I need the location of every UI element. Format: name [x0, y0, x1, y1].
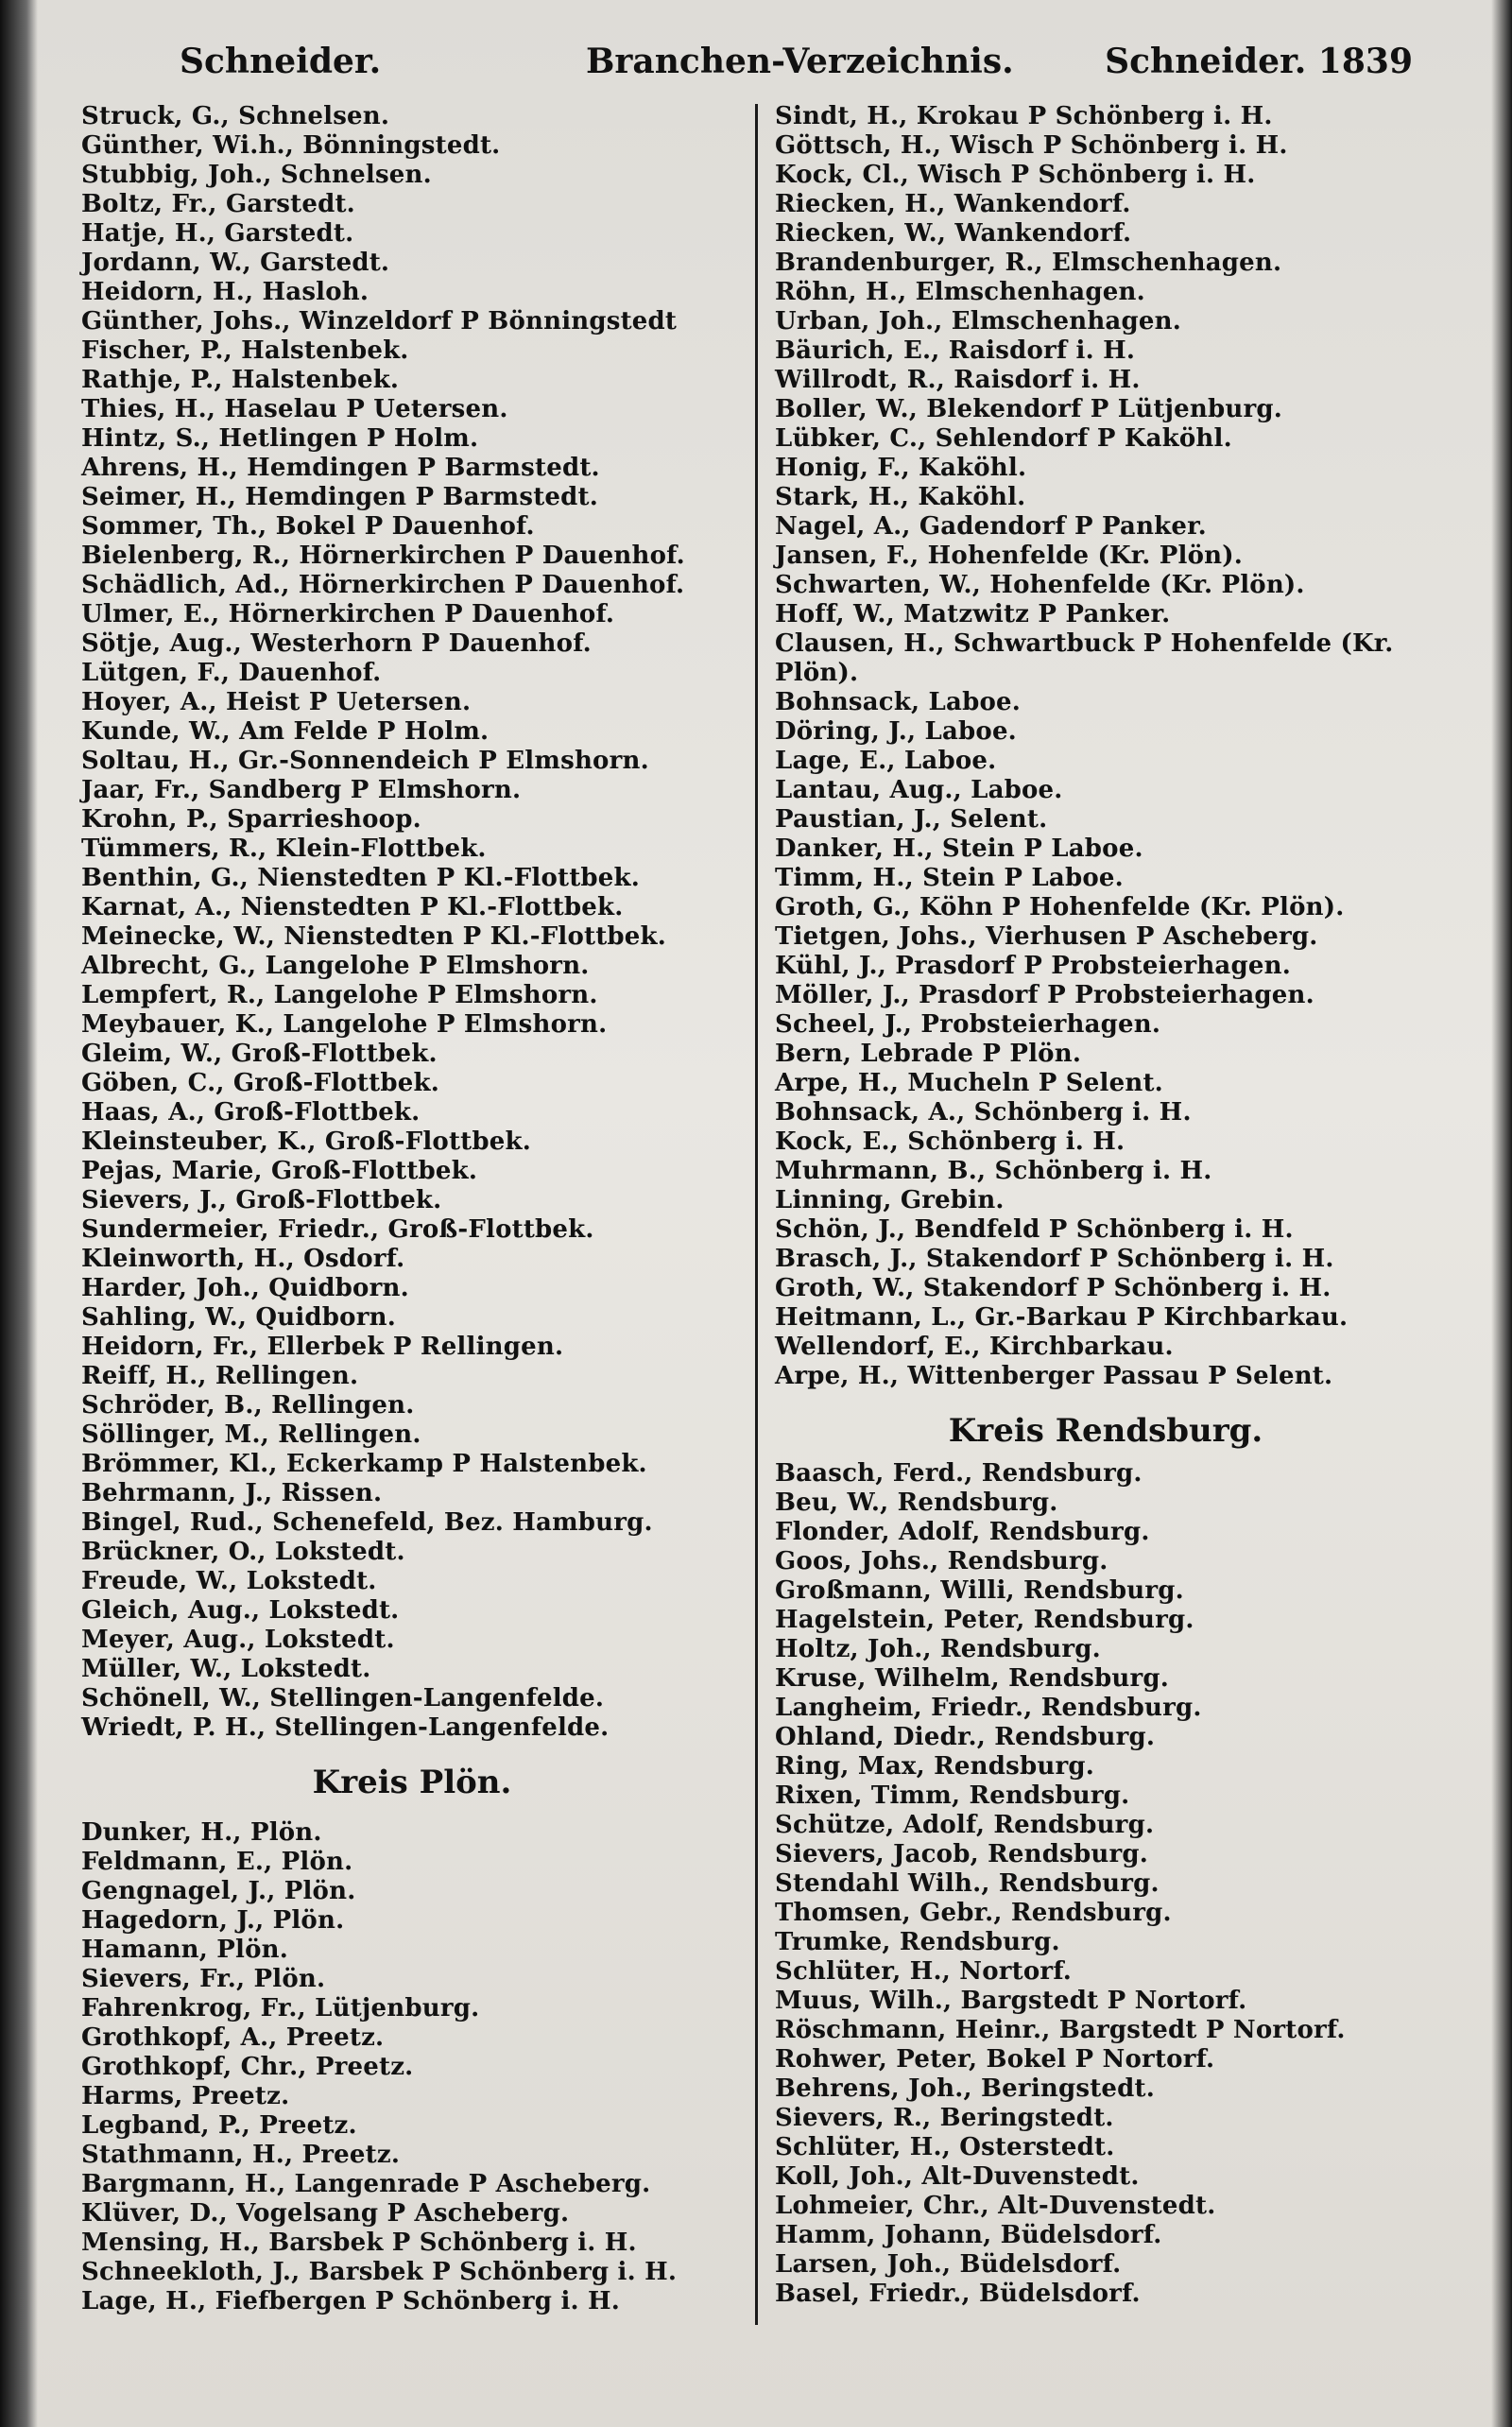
- list-item: Boller, W., Blekendorf P Lütjenburg.: [775, 395, 1283, 423]
- list-item: Harder, Joh., Quidborn.: [81, 1274, 409, 1302]
- list-item: Großmann, Willi, Rendsburg.: [775, 1576, 1184, 1605]
- list-item: Jaar, Fr., Sandberg P Elmshorn.: [81, 776, 522, 804]
- list-item: Sievers, Fr., Plön.: [81, 1965, 326, 1993]
- list-item: Groth, G., Köhn P Hohenfelde (Kr. Plön).: [775, 893, 1345, 921]
- list-item: Heidorn, Fr., Ellerbek P Rellingen.: [81, 1333, 564, 1361]
- list-item: Brandenburger, R., Elmschenhagen.: [775, 249, 1282, 277]
- list-item: Feldmann, E., Plön.: [81, 1848, 353, 1876]
- list-item: Göben, C., Groß-Flottbek.: [81, 1069, 439, 1097]
- list-item: Schlüter, H., Osterstedt.: [775, 2133, 1115, 2161]
- list-item: Thomsen, Gebr., Rendsburg.: [775, 1899, 1172, 1927]
- left-column: [81, 102, 743, 2316]
- list-item: Lantau, Aug., Laboe.: [775, 776, 1063, 804]
- list-item: Bern, Lebrade P Plön.: [775, 1040, 1082, 1068]
- list-item: Lohmeier, Chr., Alt-Duvenstedt.: [775, 2192, 1216, 2220]
- list-item: Kleinworth, H., Osdorf.: [81, 1245, 405, 1273]
- list-item: Bingel, Rud., Schenefeld, Bez. Hamburg.: [81, 1508, 653, 1537]
- list-item: Döring, J., Laboe.: [775, 717, 1017, 746]
- list-item: Röschmann, Heinr., Bargstedt P Nortorf.: [775, 2016, 1346, 2044]
- list-item: Ring, Max, Rendsburg.: [775, 1752, 1094, 1781]
- left-entries-b: [81, 1818, 743, 2316]
- list-item: Brömmer, Kl., Eckerkamp P Halstenbek.: [81, 1450, 647, 1478]
- list-item: Paustian, J., Selent.: [775, 805, 1048, 834]
- list-item: Heidorn, H., Hasloh.: [81, 278, 369, 306]
- list-item: Behrens, Joh., Beringstedt.: [775, 2074, 1156, 2103]
- list-item: Thies, H., Haselau P Uetersen.: [81, 395, 508, 423]
- list-item: Ohland, Diedr., Rendsburg.: [775, 1723, 1156, 1751]
- list-item: Clausen, H., Schwartbuck P Hohenfelde (Kr. Plön).: [775, 629, 1394, 687]
- list-item: Grothkopf, A., Preetz.: [81, 2023, 385, 2052]
- left-entries-a: [81, 102, 743, 1743]
- list-item: Stark, H., Kaköhl.: [775, 483, 1026, 511]
- page-header: [180, 42, 1413, 91]
- list-item: Gleich, Aug., Lokstedt.: [81, 1596, 400, 1625]
- list-item: Lütgen, F., Dauenhof.: [81, 659, 382, 687]
- list-item: Heitmann, L., Gr.-Barkau P Kirchbarkau.: [775, 1303, 1349, 1332]
- list-item: Brasch, J., Stakendorf P Schönberg i. H.: [775, 1245, 1334, 1273]
- list-item: Möller, J., Prasdorf P Probsteierhagen.: [775, 981, 1314, 1009]
- list-item: Lage, H., Fiefbergen P Schönberg i. H.: [81, 2287, 621, 2315]
- list-item: Karnat, A., Nienstedten P Kl.-Flottbek.: [81, 893, 624, 921]
- list-item: Ahrens, H., Hemdingen P Barmstedt.: [81, 454, 600, 482]
- list-item: Linning, Grebin.: [775, 1186, 1005, 1214]
- list-item: Larsen, Joh., Büdelsdorf.: [775, 2250, 1122, 2279]
- list-item: Schröder, B., Rellingen.: [81, 1391, 415, 1420]
- list-item: Sommer, Th., Bokel P Dauenhof.: [81, 512, 535, 541]
- right-column: [775, 102, 1436, 2309]
- list-item: Bielenberg, R., Hörnerkirchen P Dauenhof.: [81, 542, 685, 570]
- list-item: Sindt, H., Krokau P Schönberg i. H.: [775, 102, 1273, 130]
- right-entries-c: [775, 1459, 1436, 2309]
- list-item: Muus, Wilh., Bargstedt P Nortorf.: [775, 1987, 1247, 2015]
- list-item: Fischer, P., Halstenbek.: [81, 336, 409, 365]
- list-item: Tietgen, Johs., Vierhusen P Ascheberg.: [775, 922, 1318, 951]
- right-entries-a: [775, 102, 1436, 629]
- list-item: Freude, W., Lokstedt.: [81, 1567, 377, 1595]
- list-item: Sievers, J., Groß-Flottbek.: [81, 1186, 442, 1214]
- list-item: Arpe, H., Wittenberger Passau P Selent.: [775, 1362, 1333, 1390]
- column-divider: [755, 104, 758, 2325]
- list-item: Kruse, Wilhelm, Rendsburg.: [775, 1664, 1169, 1693]
- list-item: Legband, P., Preetz.: [81, 2111, 357, 2140]
- list-item: Schneekloth, J., Barsbek P Schönberg i. H.: [81, 2258, 678, 2286]
- list-item: Hamann, Plön.: [81, 1936, 289, 1964]
- list-item: Müller, W., Lokstedt.: [81, 1655, 371, 1683]
- list-item: Muhrmann, B., Schönberg i. H.: [775, 1157, 1212, 1185]
- list-item: Hoyer, A., Heist P Uetersen.: [81, 688, 472, 716]
- list-item: Hintz, S., Hetlingen P Holm.: [81, 424, 479, 453]
- list-item: Wellendorf, E., Kirchbarkau.: [775, 1333, 1174, 1361]
- list-item: Sundermeier, Friedr., Groß-Flottbek.: [81, 1215, 594, 1244]
- list-item: Albrecht, G., Langelohe P Elmshorn.: [81, 952, 590, 980]
- list-item: Schütze, Adolf, Rendsburg.: [775, 1811, 1155, 1839]
- list-item: Willrodt, R., Raisdorf i. H.: [775, 366, 1141, 394]
- list-item: Klüver, D., Vogelsang P Ascheberg.: [81, 2199, 570, 2228]
- list-item: Holtz, Joh., Rendsburg.: [775, 1635, 1101, 1663]
- list-item: Kunde, W., Am Felde P Holm.: [81, 717, 490, 746]
- right-entries-b: [775, 688, 1436, 1391]
- list-item: Stubbig, Joh., Schnelsen.: [81, 161, 432, 189]
- list-item: Soltau, H., Gr.-Sonnendeich P Elmshorn.: [81, 747, 649, 775]
- list-item: Dunker, H., Plön.: [81, 1818, 322, 1847]
- list-item: Bargmann, H., Langenrade P Ascheberg.: [81, 2170, 651, 2198]
- list-item: Riecken, W., Wankendorf.: [775, 219, 1132, 248]
- list-item: Bohnsack, A., Schönberg i. H.: [775, 1098, 1192, 1127]
- list-item: Kock, E., Schönberg i. H.: [775, 1127, 1125, 1156]
- spacer: [81, 1811, 743, 1818]
- list-item: Baasch, Ferd., Rendsburg.: [775, 1459, 1143, 1488]
- list-item: Hatje, H., Garstedt.: [81, 219, 354, 248]
- list-item: Bäurich, E., Raisdorf i. H.: [775, 336, 1136, 365]
- list-item: Gengnagel, J., Plön.: [81, 1877, 356, 1905]
- list-item: Rohwer, Peter, Bokel P Nortorf.: [775, 2045, 1215, 2074]
- list-item: Günther, Wi.h., Bönningstedt.: [81, 131, 501, 160]
- list-item: Günther, Johs., Winzeldorf P Bönningstedt: [81, 307, 678, 336]
- section-title-kreis-rendsburg: Kreis Rendsburg.: [948, 1412, 1263, 1450]
- list-item: Stathmann, H., Preetz.: [81, 2141, 401, 2169]
- list-item: Jansen, F., Hohenfelde (Kr. Plön).: [775, 542, 1244, 570]
- list-item: Ulmer, E., Hörnerkirchen P Dauenhof.: [81, 600, 615, 628]
- list-item: Kock, Cl., Wisch P Schönberg i. H.: [775, 161, 1256, 189]
- list-item: Schön, J., Bendfeld P Schönberg i. H.: [775, 1215, 1294, 1244]
- list-item: Schädlich, Ad., Hörnerkirchen P Dauenhof.: [81, 571, 685, 599]
- list-item: Lempfert, R., Langelohe P Elmshorn.: [81, 981, 598, 1009]
- header-right-page-number: Schneider. 1839: [1105, 42, 1413, 81]
- list-item: Stendahl Wilh., Rendsburg.: [775, 1869, 1160, 1898]
- list-item: Timm, H., Stein P Laboe.: [775, 864, 1124, 892]
- list-item: Göttsch, H., Wisch P Schönberg i. H.: [775, 131, 1288, 160]
- list-item: Kleinsteuber, K., Groß-Flottbek.: [81, 1127, 531, 1156]
- list-item: Scheel, J., Probsteierhagen.: [775, 1010, 1161, 1039]
- list-item: Seimer, H., Hemdingen P Barmstedt.: [81, 483, 598, 511]
- list-item: Söllinger, M., Rellingen.: [81, 1420, 421, 1449]
- list-item: Arpe, H., Mucheln P Selent.: [775, 1069, 1163, 1097]
- list-item: Wriedt, P. H., Stellingen-Langenfelde.: [81, 1713, 610, 1742]
- list-item: Rathje, P., Halstenbek.: [81, 366, 400, 394]
- list-item: Tümmers, R., Klein-Flottbek.: [81, 835, 487, 863]
- list-item: Urban, Joh., Elmschenhagen.: [775, 307, 1181, 336]
- list-item: Reiff, H., Rellingen.: [81, 1362, 359, 1390]
- list-item: Hagedorn, J., Plön.: [81, 1906, 345, 1935]
- list-item: Schlüter, H., Nortorf.: [775, 1957, 1073, 1986]
- list-item: Nagel, A., Gadendorf P Panker.: [775, 512, 1207, 541]
- list-item: Riecken, H., Wankendorf.: [775, 190, 1131, 218]
- list-item: Struck, G., Schnelsen.: [81, 102, 390, 130]
- list-item: Fahrenkrog, Fr., Lütjenburg.: [81, 1994, 480, 2022]
- list-item: Basel, Friedr., Büdelsdorf.: [775, 2280, 1141, 2308]
- list-item: Sievers, R., Beringstedt.: [775, 2104, 1114, 2132]
- list-item: Pejas, Marie, Groß-Flottbek.: [81, 1157, 478, 1185]
- list-item: Haas, A., Groß-Flottbek.: [81, 1098, 421, 1127]
- list-item: Jordann, W., Garstedt.: [81, 249, 390, 277]
- list-item: Danker, H., Stein P Laboe.: [775, 835, 1143, 863]
- list-item: Hoff, W., Matzwitz P Panker.: [775, 600, 1171, 628]
- header-left: Schneider.: [180, 42, 382, 81]
- list-item: Flonder, Adolf, Rendsburg.: [775, 1518, 1150, 1546]
- list-item: Sievers, Jacob, Rendsburg.: [775, 1840, 1148, 1868]
- list-item: Beu, W., Rendsburg.: [775, 1489, 1058, 1517]
- list-item: Honig, F., Kaköhl.: [775, 454, 1027, 482]
- list-item: Trumke, Rendsburg.: [775, 1928, 1060, 1956]
- list-item: Sötje, Aug., Westerhorn P Dauenhof.: [81, 629, 592, 658]
- list-item: Hamm, Johann, Büdelsdorf.: [775, 2221, 1162, 2249]
- list-item: Grothkopf, Chr., Preetz.: [81, 2053, 414, 2081]
- list-item: Harms, Preetz.: [81, 2082, 290, 2110]
- list-item: Behrmann, J., Rissen.: [81, 1479, 383, 1507]
- list-item: Kühl, J., Prasdorf P Probsteierhagen.: [775, 952, 1291, 980]
- list-item: Sahling, W., Quidborn.: [81, 1303, 396, 1332]
- list-item: Bohnsack, Laboe.: [775, 688, 1022, 716]
- list-item: Mensing, H., Barsbek P Schönberg i. H.: [81, 2229, 637, 2257]
- list-item: Krohn, P., Sparrieshoop.: [81, 805, 421, 834]
- list-item: Groth, W., Stakendorf P Schönberg i. H.: [775, 1274, 1332, 1302]
- list-item: Schönell, W., Stellingen-Langenfelde.: [81, 1684, 605, 1713]
- list-item: Langheim, Friedr., Rendsburg.: [775, 1694, 1202, 1722]
- list-item: Lage, E., Laboe.: [775, 747, 997, 775]
- list-item: Meinecke, W., Nienstedten P Kl.-Flottbek.: [81, 922, 667, 951]
- list-item: Benthin, G., Nienstedten P Kl.-Flottbek.: [81, 864, 641, 892]
- section-title-kreis-ploen: Kreis Plön.: [312, 1764, 512, 1801]
- list-item: Rixen, Timm, Rendsburg.: [775, 1782, 1130, 1810]
- list-item: Koll, Joh., Alt-Duvenstedt.: [775, 2162, 1140, 2191]
- list-item: Röhn, H., Elmschenhagen.: [775, 278, 1145, 306]
- list-item: Gleim, W., Groß-Flottbek.: [81, 1040, 438, 1068]
- list-item: Brückner, O., Lokstedt.: [81, 1538, 405, 1566]
- list-item: Boltz, Fr., Garstedt.: [81, 190, 355, 218]
- list-item: Hagelstein, Peter, Rendsburg.: [775, 1606, 1194, 1634]
- list-item: Goos, Johs., Rendsburg.: [775, 1547, 1108, 1575]
- list-item: Meyer, Aug., Lokstedt.: [81, 1626, 395, 1654]
- list-item: Lübker, C., Sehlendorf P Kaköhl.: [775, 424, 1232, 453]
- list-item: Meybauer, K., Langelohe P Elmshorn.: [81, 1010, 608, 1039]
- header-center: Branchen-Verzeichnis.: [586, 42, 1014, 81]
- list-item: Schwarten, W., Hohenfelde (Kr. Plön).: [775, 571, 1305, 599]
